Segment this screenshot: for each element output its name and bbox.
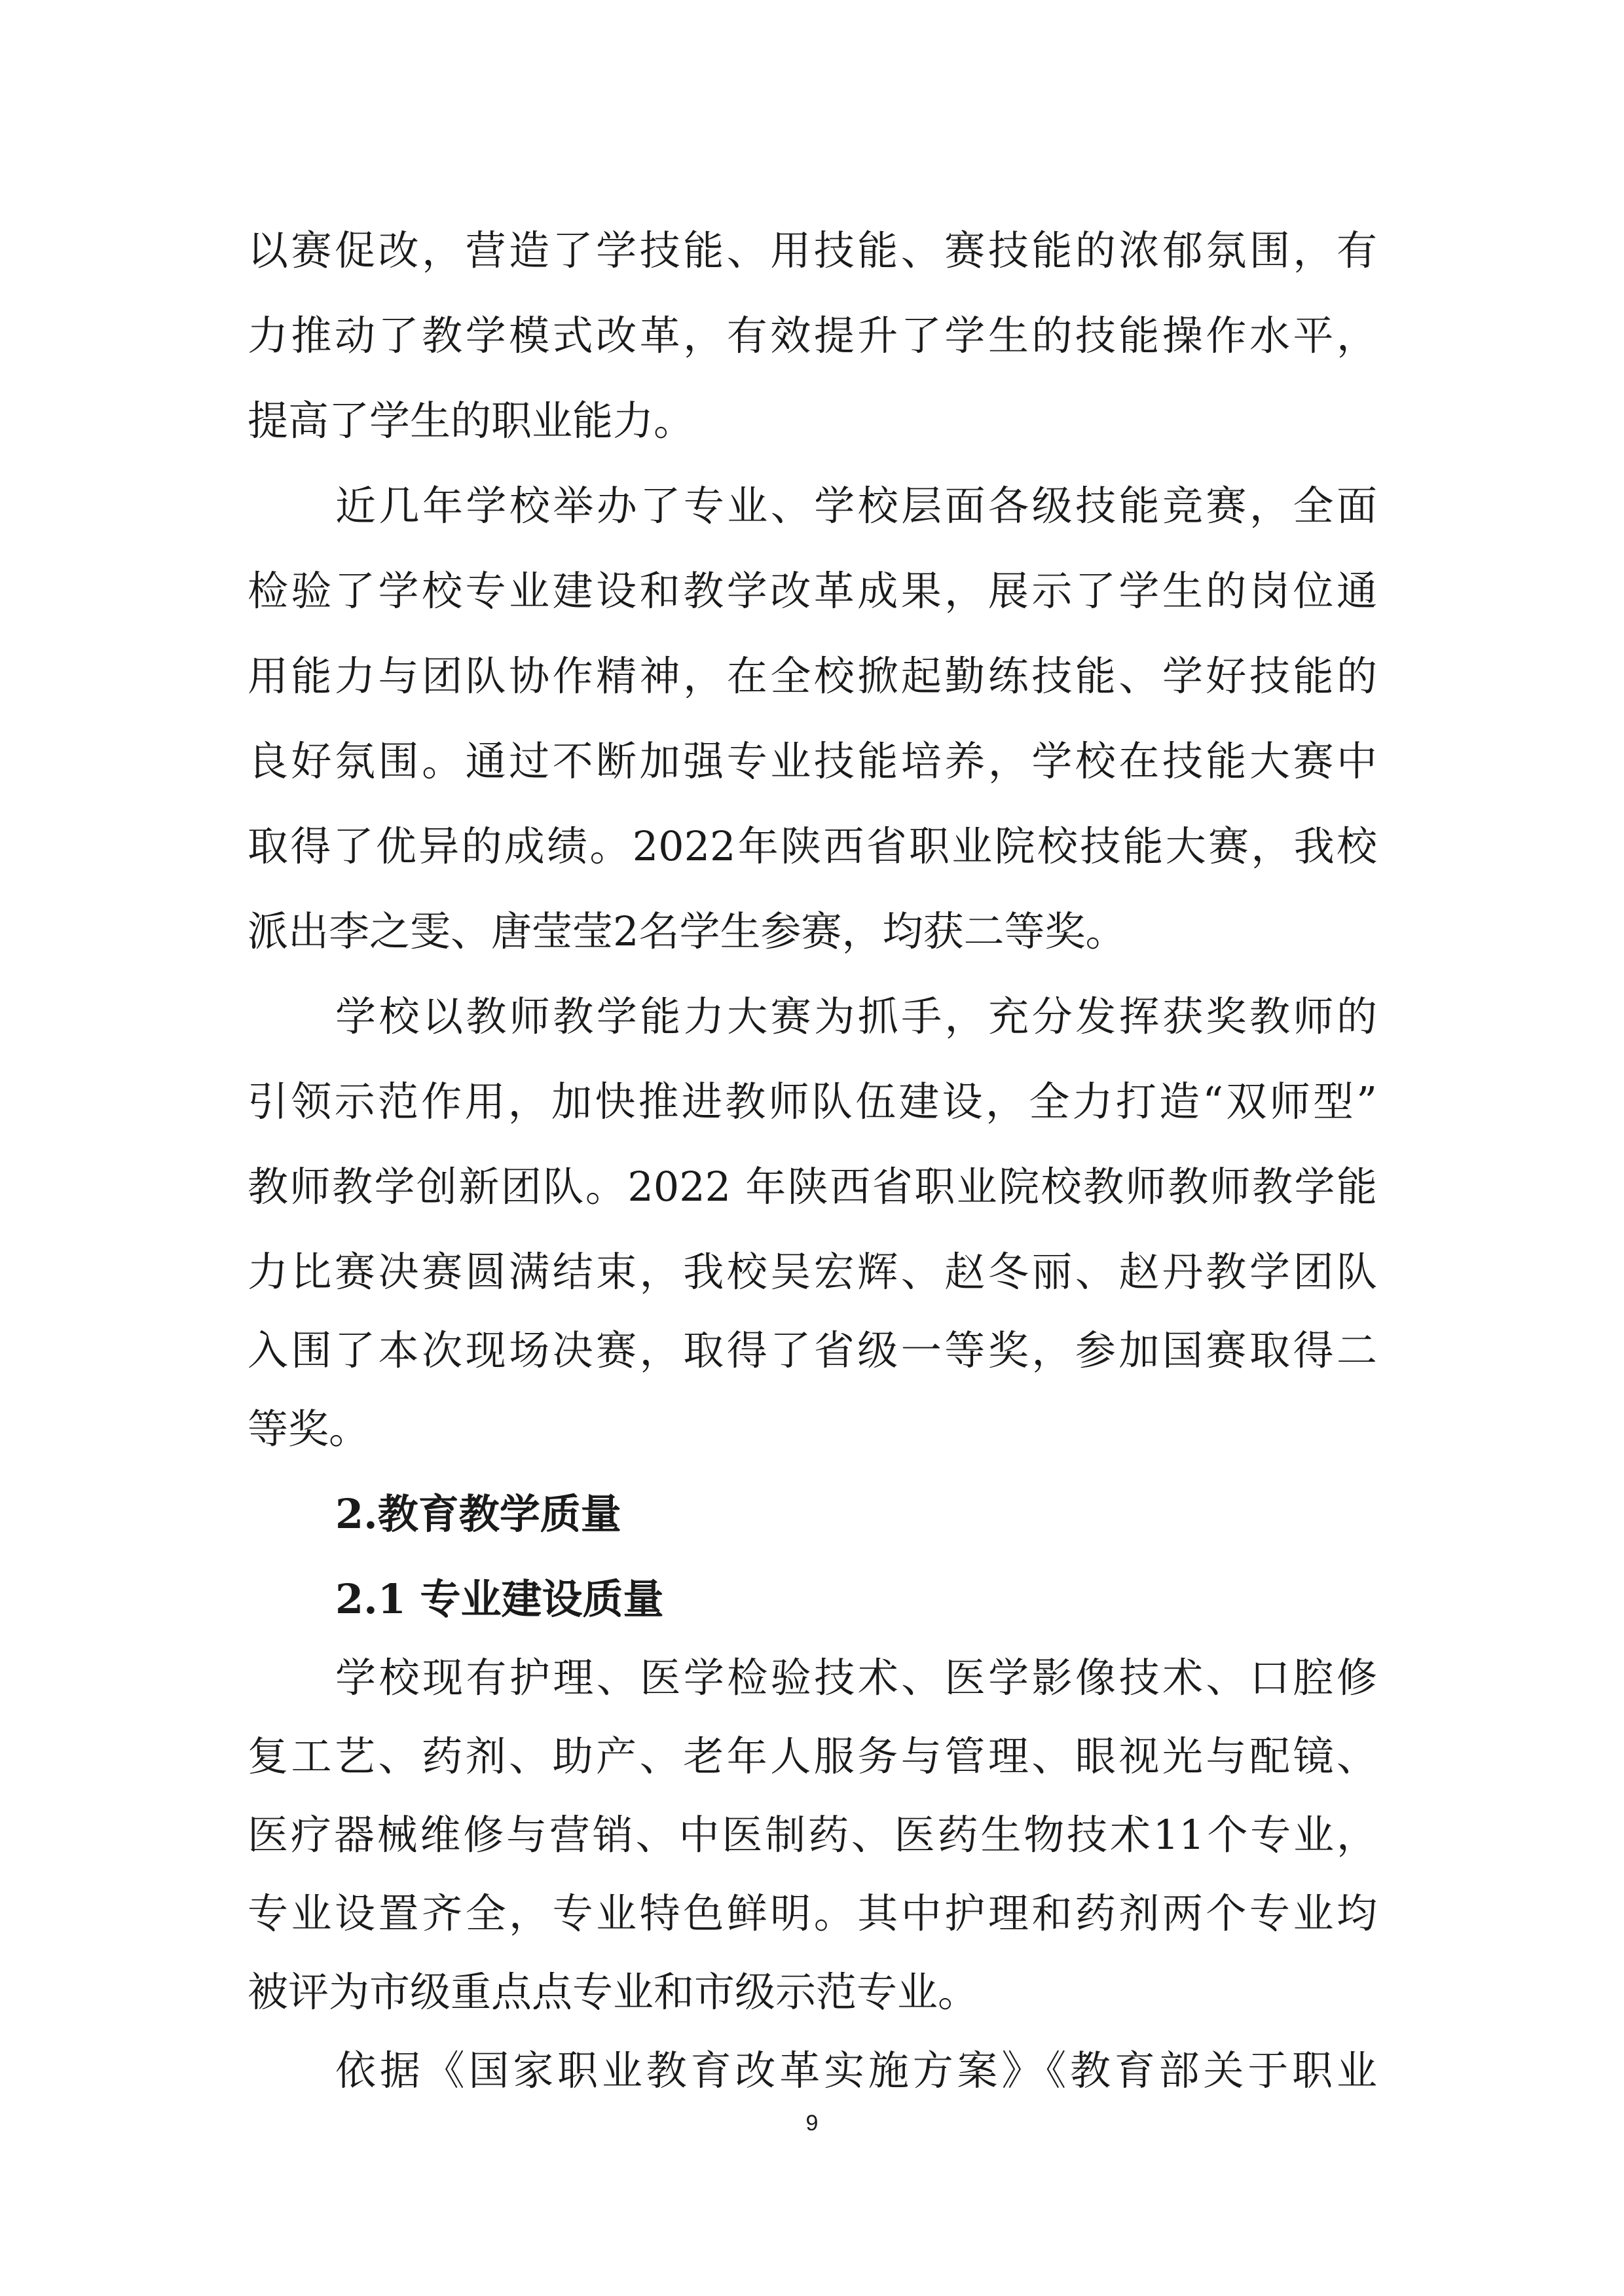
paragraph-line: 力比赛决赛圆满结束，我校吴宏辉、赵冬丽、赵丹教学团队 bbox=[248, 1248, 1377, 1296]
paragraph-line: 复工艺、药剂、助产、老年人服务与管理、眼视光与配镜、 bbox=[248, 1732, 1377, 1780]
paragraph-line: 医疗器械维修与营销、中医制药、医药生物技术11个专业， bbox=[248, 1811, 1377, 1859]
paragraph-line: 教师教学创新团队。2022 年陕西省职业院校教师教师教学能 bbox=[248, 1163, 1377, 1211]
paragraph-line: 派出李之雯、唐莹莹2名学生参赛，均获二等奖。 bbox=[248, 907, 1126, 955]
paragraph-line: 入围了本次现场决赛，取得了省级一等奖，参加国赛取得二 bbox=[248, 1326, 1377, 1374]
paragraph-line: 近几年学校举办了专业、学校层面各级技能竞赛，全面 bbox=[335, 482, 1377, 530]
paragraph-line: 取得了优异的成绩。2022年陕西省职业院校技能大赛，我校 bbox=[248, 822, 1377, 870]
paragraph-line: 学校以教师教学能力大赛为抓手，充分发挥获奖教师的 bbox=[335, 993, 1377, 1040]
paragraph-line: 专业设置齐全，专业特色鲜明。其中护理和药剂两个专业均 bbox=[248, 1889, 1377, 1937]
subsection-heading: 2.1 专业建设质量 bbox=[335, 1575, 664, 1623]
paragraph-line: 以赛促改，营造了学技能、用技能、赛技能的浓郁氛围，有 bbox=[248, 227, 1377, 274]
section-heading: 2.教育教学质量 bbox=[335, 1490, 621, 1538]
paragraph-line: 力推动了教学模式改革，有效提升了学生的技能操作水平， bbox=[248, 312, 1377, 359]
page-number: 9 bbox=[805, 2111, 819, 2136]
paragraph-line: 引领示范作用，加快推进教师队伍建设，全力打造“双师型” bbox=[248, 1078, 1377, 1125]
paragraph-line: 良好氛围。通过不断加强专业技能培养，学校在技能大赛中 bbox=[248, 737, 1377, 785]
paragraph-line: 提高了学生的职业能力。 bbox=[248, 397, 695, 445]
paragraph-line: 依据《国家职业教育改革实施方案》《教育部关于职业 bbox=[335, 2047, 1377, 2094]
paragraph-line: 被评为市级重点点专业和市级示范专业。 bbox=[248, 1968, 979, 2016]
paragraph-line: 学校现有护理、医学检验技术、医学影像技术、口腔修 bbox=[335, 1654, 1377, 1702]
paragraph-line: 等奖。 bbox=[248, 1405, 370, 1453]
paragraph-line: 检验了学校专业建设和教学改革成果，展示了学生的岗位通 bbox=[248, 567, 1377, 615]
paragraph-line: 用能力与团队协作精神，在全校掀起勤练技能、学好技能的 bbox=[248, 652, 1377, 700]
